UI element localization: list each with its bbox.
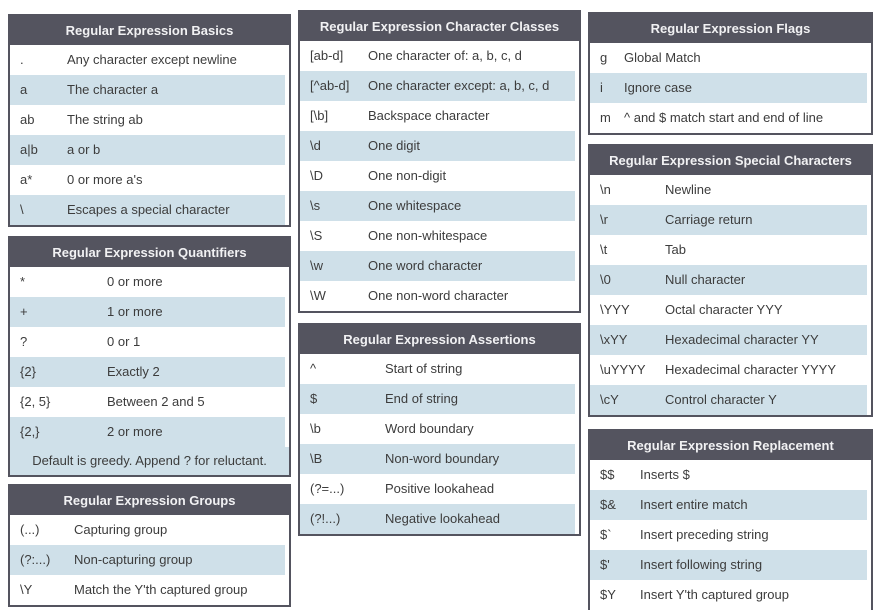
- regex-pattern: a: [20, 82, 28, 97]
- regex-pattern: \s: [310, 198, 321, 213]
- table-row: [590, 460, 867, 490]
- table-row: [300, 444, 575, 474]
- regex-pattern: \Y: [20, 582, 33, 597]
- regex-description: Insert Y'th captured group: [640, 587, 789, 602]
- regex-pattern: $&: [600, 497, 616, 512]
- table-rows: [300, 354, 579, 534]
- regex-pattern: (?=...): [310, 481, 345, 496]
- regex-pattern: \d: [310, 138, 321, 153]
- table-row: [590, 520, 867, 550]
- regex-pattern: \S: [310, 228, 323, 243]
- regex-pattern: (?:...): [20, 552, 51, 567]
- regex-description: Between 2 and 5: [107, 394, 205, 409]
- regex-pattern: a|b: [20, 142, 38, 157]
- table-row: [300, 71, 575, 101]
- regex-pattern: {2}: [20, 364, 36, 379]
- regex-description: Start of string: [385, 361, 463, 376]
- table-row: [10, 45, 285, 75]
- table-row: [300, 281, 575, 311]
- regex-pattern: [ab-d]: [310, 48, 344, 63]
- table-rows: [300, 41, 579, 311]
- regex-pattern: (...): [20, 522, 40, 537]
- table-row: [10, 267, 285, 297]
- regex-description: Newline: [665, 182, 712, 197]
- regex-description: Inserts $: [640, 467, 690, 482]
- table-row: [300, 131, 575, 161]
- regex-pattern: g: [600, 50, 608, 65]
- table-row: [10, 297, 285, 327]
- regex-pattern: (?!...): [310, 511, 341, 526]
- regex-pattern: +: [20, 304, 28, 319]
- column-1: [298, 0, 581, 536]
- table-row: [10, 515, 285, 545]
- table-row: [590, 325, 867, 355]
- table-row: [300, 41, 575, 71]
- table-row: [300, 191, 575, 221]
- table-row: [590, 355, 867, 385]
- table-row: [300, 414, 575, 444]
- regex-description: The character a: [67, 82, 159, 97]
- table-title: Regular Expression Basics: [10, 16, 289, 45]
- regex-pattern: \n: [600, 182, 611, 197]
- column-0: [8, 0, 291, 607]
- regex-pattern: {2,}: [20, 424, 40, 439]
- regex-pattern: \t: [600, 242, 608, 257]
- regex-pattern: \uYYYY: [600, 362, 646, 377]
- regex-description: Escapes a special character: [67, 202, 230, 217]
- table-rows: [590, 460, 871, 610]
- table-row: [10, 105, 285, 135]
- regex-description: Exactly 2: [107, 364, 160, 379]
- table-row: [10, 357, 285, 387]
- regex-description: 1 or more: [107, 304, 163, 319]
- table-row: [10, 195, 285, 225]
- regex-pattern: \0: [600, 272, 611, 287]
- regex-description: Word boundary: [385, 421, 474, 436]
- table-row: [10, 575, 285, 605]
- regex-pattern: \b: [310, 421, 321, 436]
- table-row: [10, 165, 285, 195]
- regex-pattern: ab: [20, 112, 35, 127]
- table-row: [590, 580, 867, 610]
- regex-description: ^ and $ match start and end of line: [624, 110, 824, 125]
- regex-pattern: \: [20, 202, 24, 217]
- regex-pattern: $`: [600, 527, 612, 542]
- table-row: [300, 354, 575, 384]
- regex-pattern: \cY: [600, 392, 619, 407]
- regex-description: One non-whitespace: [368, 228, 488, 243]
- regex-description: 0 or 1: [107, 334, 141, 349]
- column-2: [588, 0, 873, 610]
- regex-pattern: [\b]: [310, 108, 329, 123]
- regex-description: One digit: [368, 138, 421, 153]
- table-row: [10, 75, 285, 105]
- table-row: [10, 327, 285, 357]
- regex-description: Match the Y'th captured group: [74, 582, 248, 597]
- regex-description: Carriage return: [665, 212, 753, 227]
- table-title: Regular Expression Special Characters: [590, 146, 871, 175]
- table-row: [590, 550, 867, 580]
- regex-pattern: \xYY: [600, 332, 628, 347]
- regex-description: Hexadecimal character YY: [665, 332, 819, 347]
- table-rows: [10, 267, 289, 447]
- table-row: [590, 265, 867, 295]
- regex-description: Octal character YYY: [665, 302, 783, 317]
- regex-pattern: \r: [600, 212, 608, 227]
- regex-description: Null character: [665, 272, 746, 287]
- regex-description: Capturing group: [74, 522, 168, 537]
- table-row: [300, 161, 575, 191]
- table-basics: [8, 14, 291, 227]
- table-row: [300, 251, 575, 281]
- table-title: Regular Expression Character Classes: [300, 12, 579, 41]
- table-row: [300, 221, 575, 251]
- table-title: Regular Expression Groups: [10, 486, 289, 515]
- table-replacement: [588, 429, 873, 610]
- regex-pattern: \W: [310, 288, 326, 303]
- regex-pattern: $: [310, 391, 318, 406]
- table-groups: [8, 484, 291, 607]
- regex-pattern: $$: [600, 467, 615, 482]
- table-title: Regular Expression Replacement: [590, 431, 871, 460]
- regex-description: 0 or more: [107, 274, 163, 289]
- table-rows: [590, 175, 871, 415]
- regex-description: One character of: a, b, c, d: [368, 48, 522, 63]
- regex-pattern: ?: [20, 334, 28, 349]
- table-rows: [10, 515, 289, 605]
- regex-description: 0 or more a's: [67, 172, 143, 187]
- regex-description: Negative lookahead: [385, 511, 500, 526]
- regex-pattern: \YYY: [600, 302, 630, 317]
- regex-pattern: *: [20, 274, 26, 289]
- regex-pattern: .: [20, 52, 24, 67]
- table-row: [590, 205, 867, 235]
- regex-description: Any character except newline: [67, 52, 237, 67]
- table-row: [590, 490, 867, 520]
- table-row: [10, 135, 285, 165]
- regex-pattern: ^: [310, 361, 317, 376]
- table-row: [300, 384, 575, 414]
- table-rows: [10, 45, 289, 225]
- regex-description: End of string: [385, 391, 458, 406]
- regex-pattern: i: [600, 80, 603, 95]
- table-special: [588, 144, 873, 417]
- regex-description: a or b: [67, 142, 101, 157]
- regex-description: Control character Y: [665, 392, 777, 407]
- regex-description: Ignore case: [624, 80, 692, 95]
- regex-description: 2 or more: [107, 424, 163, 439]
- regex-pattern: $Y: [600, 587, 616, 602]
- table-row: [590, 43, 867, 73]
- table-title: Regular Expression Assertions: [300, 325, 579, 354]
- regex-description: One whitespace: [368, 198, 462, 213]
- regex-description: Insert preceding string: [640, 527, 769, 542]
- regex-description: Insert following string: [640, 557, 763, 572]
- table-classes: [298, 10, 581, 313]
- table-row: [10, 387, 285, 417]
- table-flags: [588, 12, 873, 135]
- table-row: [590, 235, 867, 265]
- regex-pattern: {2, 5}: [20, 394, 51, 409]
- table-row: [590, 295, 867, 325]
- regex-description: One character except: a, b, c, d: [368, 78, 550, 93]
- table-row: [590, 103, 867, 133]
- table-row: [590, 175, 867, 205]
- regex-pattern: \D: [310, 168, 323, 183]
- table-row: [590, 385, 867, 415]
- regex-pattern: [^ab-d]: [310, 78, 350, 93]
- regex-description: Global Match: [624, 50, 701, 65]
- regex-description: Backspace character: [368, 108, 490, 123]
- table-rows: [590, 43, 871, 133]
- table-row: [590, 73, 867, 103]
- table-assertions: [298, 323, 581, 536]
- table-row: [300, 504, 575, 534]
- regex-pattern: \B: [310, 451, 323, 466]
- table-row: [300, 474, 575, 504]
- table-quantifiers: [8, 236, 291, 477]
- table-row: [300, 101, 575, 131]
- regex-description: Tab: [665, 242, 686, 257]
- regex-description: Non-word boundary: [385, 451, 500, 466]
- table-title: Regular Expression Quantifiers: [10, 238, 289, 267]
- regex-pattern: $': [600, 557, 610, 572]
- regex-pattern: a*: [20, 172, 33, 187]
- regex-description: The string ab: [67, 112, 143, 127]
- regex-description: Positive lookahead: [385, 481, 495, 496]
- table-title: Regular Expression Flags: [590, 14, 871, 43]
- table-row: [10, 417, 285, 447]
- table-footer-note: Default is greedy. Append ? for reluctant.: [10, 447, 289, 475]
- regex-description: Hexadecimal character YYYY: [665, 362, 837, 377]
- regex-description: One non-word character: [368, 288, 509, 303]
- table-row: [10, 545, 285, 575]
- regex-description: One non-digit: [368, 168, 447, 183]
- regex-description: One word character: [368, 258, 483, 273]
- regex-pattern: m: [600, 110, 611, 125]
- regex-pattern: \w: [310, 258, 323, 273]
- regex-description: Insert entire match: [640, 497, 748, 512]
- regex-description: Non-capturing group: [74, 552, 193, 567]
